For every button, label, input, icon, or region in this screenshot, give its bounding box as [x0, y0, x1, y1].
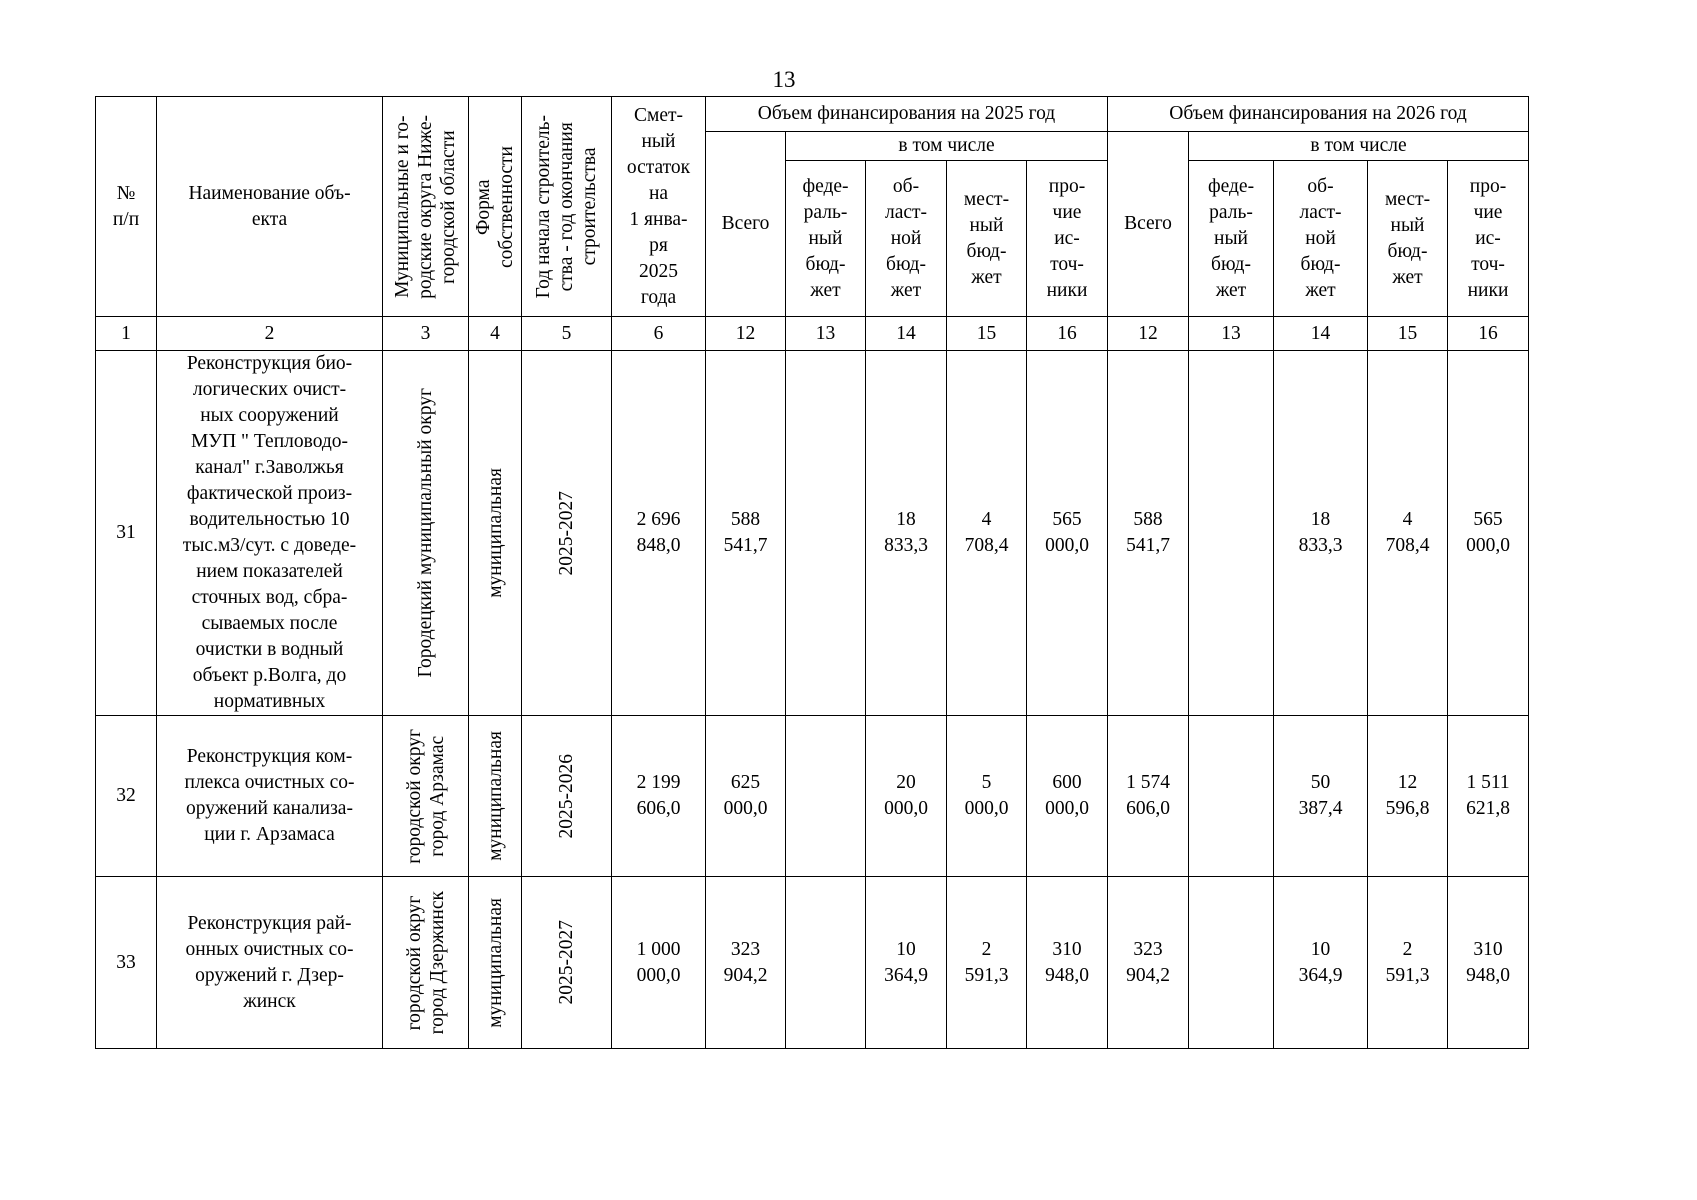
total-2026: 1 574 606,0 — [1108, 716, 1189, 877]
header-local-2026: мест- ный бюд- жет — [1368, 161, 1448, 317]
column-number: 12 — [1108, 317, 1189, 351]
header-including-2026: в том числе — [1189, 132, 1529, 161]
other-2025: 565 000,0 — [1027, 351, 1108, 716]
header-federal-2026: феде- раль- ный бюд- жет — [1189, 161, 1274, 317]
column-number: 2 — [157, 317, 383, 351]
object-name: Реконструкция рай- онных очистных со- оружений г. Дзер- жинск — [157, 877, 383, 1049]
estimate-balance: 2 696 848,0 — [612, 351, 706, 716]
construction-years: 2025-2027 — [522, 877, 612, 1049]
estimate-balance: 1 000 000,0 — [612, 877, 706, 1049]
header-municipality: Муниципальные и го- родские округа Ниже- городской области — [383, 97, 469, 317]
total-2026: 588 541,7 — [1108, 351, 1189, 716]
column-number: 15 — [947, 317, 1027, 351]
federal-2026 — [1189, 877, 1274, 1049]
header-regional-2025: об- ласт- ной бюд- жет — [866, 161, 947, 317]
other-2026: 1 511 621,8 — [1448, 716, 1529, 877]
column-number: 14 — [866, 317, 947, 351]
local-2025: 5 000,0 — [947, 716, 1027, 877]
investment-table — [95, 96, 1529, 1049]
regional-2025: 18 833,3 — [866, 351, 947, 716]
ownership: муниципальная — [469, 877, 522, 1049]
column-number: 16 — [1027, 317, 1108, 351]
row-number: 32 — [96, 716, 157, 877]
header-funding-2025: Объем финансирования на 2025 год — [706, 97, 1108, 132]
row-number: 31 — [96, 351, 157, 716]
column-number: 6 — [612, 317, 706, 351]
total-2026: 323 904,2 — [1108, 877, 1189, 1049]
construction-years: 2025-2027 — [522, 351, 612, 716]
regional-2025: 10 364,9 — [866, 877, 947, 1049]
column-number: 1 — [96, 317, 157, 351]
header-number: № п/п — [96, 97, 157, 317]
municipality: Городецкий муниципальный округ — [383, 351, 469, 716]
column-number: 15 — [1368, 317, 1448, 351]
header-other-2026: про- чие ис- точ- ники — [1448, 161, 1529, 317]
header-ownership: Форма собственности — [469, 97, 522, 317]
total-2025: 588 541,7 — [706, 351, 786, 716]
column-number: 3 — [383, 317, 469, 351]
regional-2026: 10 364,9 — [1274, 877, 1368, 1049]
header-name: Наименование объ- екта — [157, 97, 383, 317]
local-2026: 2 591,3 — [1368, 877, 1448, 1049]
column-number-row — [96, 317, 1529, 351]
local-2025: 2 591,3 — [947, 877, 1027, 1049]
column-number: 12 — [706, 317, 786, 351]
regional-2025: 20 000,0 — [866, 716, 947, 877]
federal-2026 — [1189, 716, 1274, 877]
regional-2026: 50 387,4 — [1274, 716, 1368, 877]
municipality: городской округ город Дзержинск — [383, 877, 469, 1049]
other-2025: 600 000,0 — [1027, 716, 1108, 877]
header-years: Год начала строитель- ства - год окончания строительства — [522, 97, 612, 317]
column-number: 13 — [1189, 317, 1274, 351]
header-funding-2026: Объем финансирования на 2026 год — [1108, 97, 1529, 132]
other-2026: 565 000,0 — [1448, 351, 1529, 716]
header-federal-2025: феде- раль- ный бюд- жет — [786, 161, 866, 317]
column-number: 13 — [786, 317, 866, 351]
page-number: 13 — [772, 67, 796, 92]
local-2025: 4 708,4 — [947, 351, 1027, 716]
column-number: 5 — [522, 317, 612, 351]
column-number: 4 — [469, 317, 522, 351]
ownership: муниципальная — [469, 351, 522, 716]
federal-2025 — [786, 877, 866, 1049]
other-2026: 310 948,0 — [1448, 877, 1529, 1049]
header-other-2025: про- чие ис- точ- ники — [1027, 161, 1108, 317]
row-number: 33 — [96, 877, 157, 1049]
local-2026: 12 596,8 — [1368, 716, 1448, 877]
federal-2025 — [786, 351, 866, 716]
header-regional-2026: об- ласт- ной бюд- жет — [1274, 161, 1368, 317]
header-including-2025: в том числе — [786, 132, 1108, 161]
total-2025: 625 000,0 — [706, 716, 786, 877]
table-row — [96, 877, 1529, 1049]
object-name: Реконструкция ком- плекса очистных со- оружений канализа- ции г. Арзамаса — [157, 716, 383, 877]
header-total-2026: Всего — [1108, 132, 1189, 317]
column-number: 16 — [1448, 317, 1529, 351]
table-row — [96, 716, 1529, 877]
local-2026: 4 708,4 — [1368, 351, 1448, 716]
construction-years: 2025-2026 — [522, 716, 612, 877]
column-number: 14 — [1274, 317, 1368, 351]
header-estimate: Смет- ный остаток на 1 янва- ря 2025 года — [612, 97, 706, 317]
regional-2026: 18 833,3 — [1274, 351, 1368, 716]
estimate-balance: 2 199 606,0 — [612, 716, 706, 877]
other-2025: 310 948,0 — [1027, 877, 1108, 1049]
municipality: городской округ город Арзамас — [383, 716, 469, 877]
header-local-2025: мест- ный бюд- жет — [947, 161, 1027, 317]
header-total-2025: Всего — [706, 132, 786, 317]
table-row — [96, 351, 1529, 716]
total-2025: 323 904,2 — [706, 877, 786, 1049]
federal-2025 — [786, 716, 866, 877]
ownership: муниципальная — [469, 716, 522, 877]
object-name: Реконструкция био- логических очист- ных сооружений МУП " Тепловодо- канал" г.Заволжья фактической произ- водительностью 10 тыс.м3/сут. с доведе- нием показателей сточных вод, сбра- сываемых после очистки в водный объект р.Волга, до нормативных — [157, 351, 383, 716]
federal-2026 — [1189, 351, 1274, 716]
